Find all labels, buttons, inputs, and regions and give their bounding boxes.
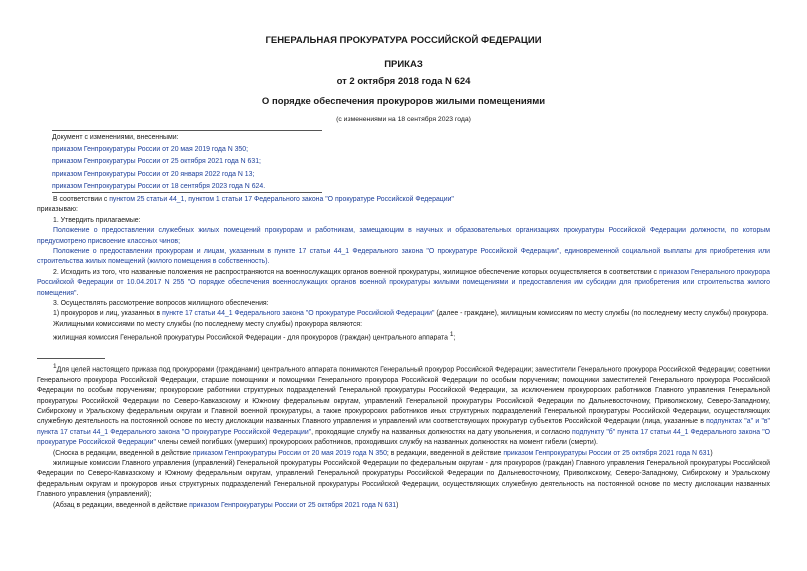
item-1: 1. Утвердить прилагаемые: bbox=[53, 216, 141, 224]
commissions-intro: Жилищными комиссиями по месту службы (по последнему месту службы) прокурора являются: bbox=[53, 320, 363, 328]
regulation-link-housing[interactable]: Положение о предоставлении служебных жилых помещений прокурорам и работникам, замещающим в научных и образовательных организациях прокуратуры Российской Федерации должности, по которым предусмотрено присвоение классных чинов; bbox=[37, 227, 770, 245]
law-point-17-link[interactable]: пункте 17 статьи 44_1 Федерального закона "О прокуратуре Российской Федерации" bbox=[162, 310, 435, 318]
footnote-edition-link-1[interactable]: приказом Генпрокуратуры России от 20 мая 2019 года N 350 bbox=[192, 449, 387, 457]
footnotes bbox=[37, 362, 770, 511]
document-title: О порядке обеспечения прокуроров жилыми помещениями bbox=[261, 96, 546, 107]
change-link-2[interactable]: приказом Генпрокуратуры России от 25 октября 2021 года N 631; bbox=[52, 158, 261, 166]
footnote-link-subpoints-a-v[interactable]: подпунктах "а" и "в" пункта 17 статьи 44_1 Федерального закона "О прокуратуре Российской Федерации" bbox=[37, 418, 771, 436]
regional-commissions: жилищные комиссии Главного управления (управлений) Генеральной прокуратуры Российской Федерации по федеральным округам - для прокуроров (граждан) Главного управления Генеральной прокуратуры Российской Федерации по Северо-Кавказскому и Южному федеральным округам, управлений Генеральной прокуратуры Российской Федерации по Дальневосточному, Приволжскому, Северо-Западному, Сибирскому и Уральскому федеральным округам и прокуроров иных структурных подразделений Генеральной прокуратуры Российской Федерации, осуществляющих служебную деятельность на постоянной основе по месту дислокации названных Главного управления (управлений); bbox=[37, 459, 770, 499]
footnote-mark: 1 bbox=[53, 363, 57, 370]
edition-note: (с изменениями на 18 сентября 2023 года) bbox=[336, 116, 471, 123]
footnote-edition-note: (Сноска в редакции, введенной в действие приказом Генпрокуратуры России от 20 мая 2019 года N 350; в редакции, введенной в действие приказом Генпрокуратуры России от 25 октября 2021 года N 631) bbox=[53, 449, 713, 457]
changes-top-rule bbox=[52, 130, 322, 131]
changes-list bbox=[52, 132, 265, 193]
change-link-3[interactable]: приказом Генпрокуратуры России от 20 января 2022 года N 13; bbox=[52, 170, 255, 178]
authority-heading: ГЕНЕРАЛЬНАЯ ПРОКУРАТУРА РОССИЙСКОЙ ФЕДЕРАЦИИ bbox=[265, 35, 542, 46]
change-link-4[interactable]: приказом Генпрокуратуры России от 18 сентября 2023 года N 624. bbox=[52, 182, 266, 190]
law-link[interactable]: пунктом 25 статьи 44_1, пунктом 1 статьи 17 Федерального закона "О прокуратуре Российской Федерации" bbox=[109, 196, 454, 203]
basis-paragraph: В соответствии с пунктом 25 статьи 44_1, пунктом 1 статьи 17 Федерального закона "О прокуратуре Российской Федерации" bbox=[53, 196, 454, 203]
footnote-link-subpoint-b[interactable]: подпункту "б" пункта 17 статьи 44_1 Федерального закона "О прокуратуре Российской Федерации" bbox=[37, 428, 770, 447]
order-body bbox=[37, 195, 770, 344]
changes-bottom-rule bbox=[52, 192, 322, 193]
footnote-1: $^1$Для целей настоящего приказа под прокурорами (гражданами) центрального аппарата понимаются Генеральный прокурор Российской Федерации; заместители Генерального прокурора Российской Федерации; советники Генерального прокурора Российской Федерации, старшие помощники и помощники Генерального прокурора Российской Федерации по особым поручениям; помощники заместителей Генерального прокурора Российской Федерации по особым поручениям; прокурорские работники структурных подразделений Генеральной прокуратуры Российской Федерации, за исключением прокурорских работников Главного управления Генеральной прокуратуры Российской Федерации по Северо-Кавказскому и Южному федеральным округам, управлений Генеральной прокуратуры Российской Федерации по Дальневосточному, Приволжскому, Северо-Западному, Сибирскому и Уральскому федеральным округам и Главной военной прокуратуры, а также прокурорских работников иных структурных подразделений Генеральной прокуратуры Российской Федерации, осуществляющих служебную деятельность на постоянной основе по месту дислокации названных Главного управления и управлений или соответствующих прокуратур субъектов Российской Федерации (лица, указанные в подпунктах "а" и "в" пункта 17 статьи 44_1 Федерального закона "О прокуратуре Российской Федерации", проходящие службу на названных должностях на дату увольнения, и согласно подпункту "б" пункта 17 статьи 44_1 Федерального закона "О прокуратуре Российской Федерации" члены семей погибших (умерших) прокурорских работников, проходивших службу на названных должностях на момент гибели (смерти). bbox=[37, 363, 771, 447]
item-3: 3. Осуществлять рассмотрение вопросов жилищного обеспечения: bbox=[53, 300, 269, 308]
item-3-1: 1) прокуроров и лиц, указанных в пункте 17 статьи 44_1 Федерального закона "О прокуратуре Российской Федерации" (далее - граждане), жилищным комиссиям по месту службы (по последнему месту службы) прокурора. bbox=[53, 310, 769, 318]
order-word: приказываю: bbox=[37, 206, 78, 214]
item-2: 2. Исходить из того, что названные положения не распространяются на военнослужащих органов военной прокуратуры, жилищное обеспечение которых осуществляется в соответствии с приказом Генерального прокурора Российской Федерации от 10.04.2017 N 255 "О порядке обеспечения военнослужащих органов военной прокуратуры жилыми помещениями и предоставления им субсидии для приобретения или строительства жилого помещения". bbox=[37, 268, 770, 297]
changes-intro: Документ с изменениями, внесенными: bbox=[52, 134, 179, 141]
regulation-link-payment[interactable]: Положение о предоставлении прокурорам и лицам, указанным в пункте 17 статьи 44_1 Федерального закона "О прокуратуре Российской Федерации", единовременной социальной выплаты для приобретения или строительства жилых помещений (жилого помещения в собственность). bbox=[37, 248, 770, 266]
military-order-link[interactable]: приказом Генерального прокурора Российской Федерации от 10.04.2017 N 255 "О порядке обеспечения военнослужащих органов военной прокуратуры жилыми помещениями и предоставления им субсидии для приобретения или строительства жилого помещения" bbox=[37, 268, 770, 297]
change-link-1[interactable]: приказом Генпрокуратуры России от 20 мая 2019 года N 350; bbox=[52, 146, 249, 154]
footnote-rule bbox=[37, 358, 105, 359]
doc-type-heading: ПРИКАЗ bbox=[384, 59, 423, 70]
footnote-marker[interactable]: 1 bbox=[449, 331, 454, 339]
date-number-heading: от 2 октября 2018 года N 624 bbox=[336, 76, 471, 87]
central-commission: жилищная комиссия Генеральной прокуратуры Российской Федерации - для прокуроров (граждан) центрального аппарата $^1$; bbox=[53, 331, 456, 342]
paragraph-edition-note: (Абзац в редакции, введенной в действие приказом Генпрокуратуры России от 25 октября 2021 года N 631) bbox=[53, 501, 399, 509]
footnote-edition-link-2[interactable]: приказом Генпрокуратуры России от 25 октября 2021 года N 631 bbox=[503, 449, 711, 457]
paragraph-edition-link[interactable]: приказом Генпрокуратуры России от 25 октября 2021 года N 631 bbox=[189, 501, 397, 509]
